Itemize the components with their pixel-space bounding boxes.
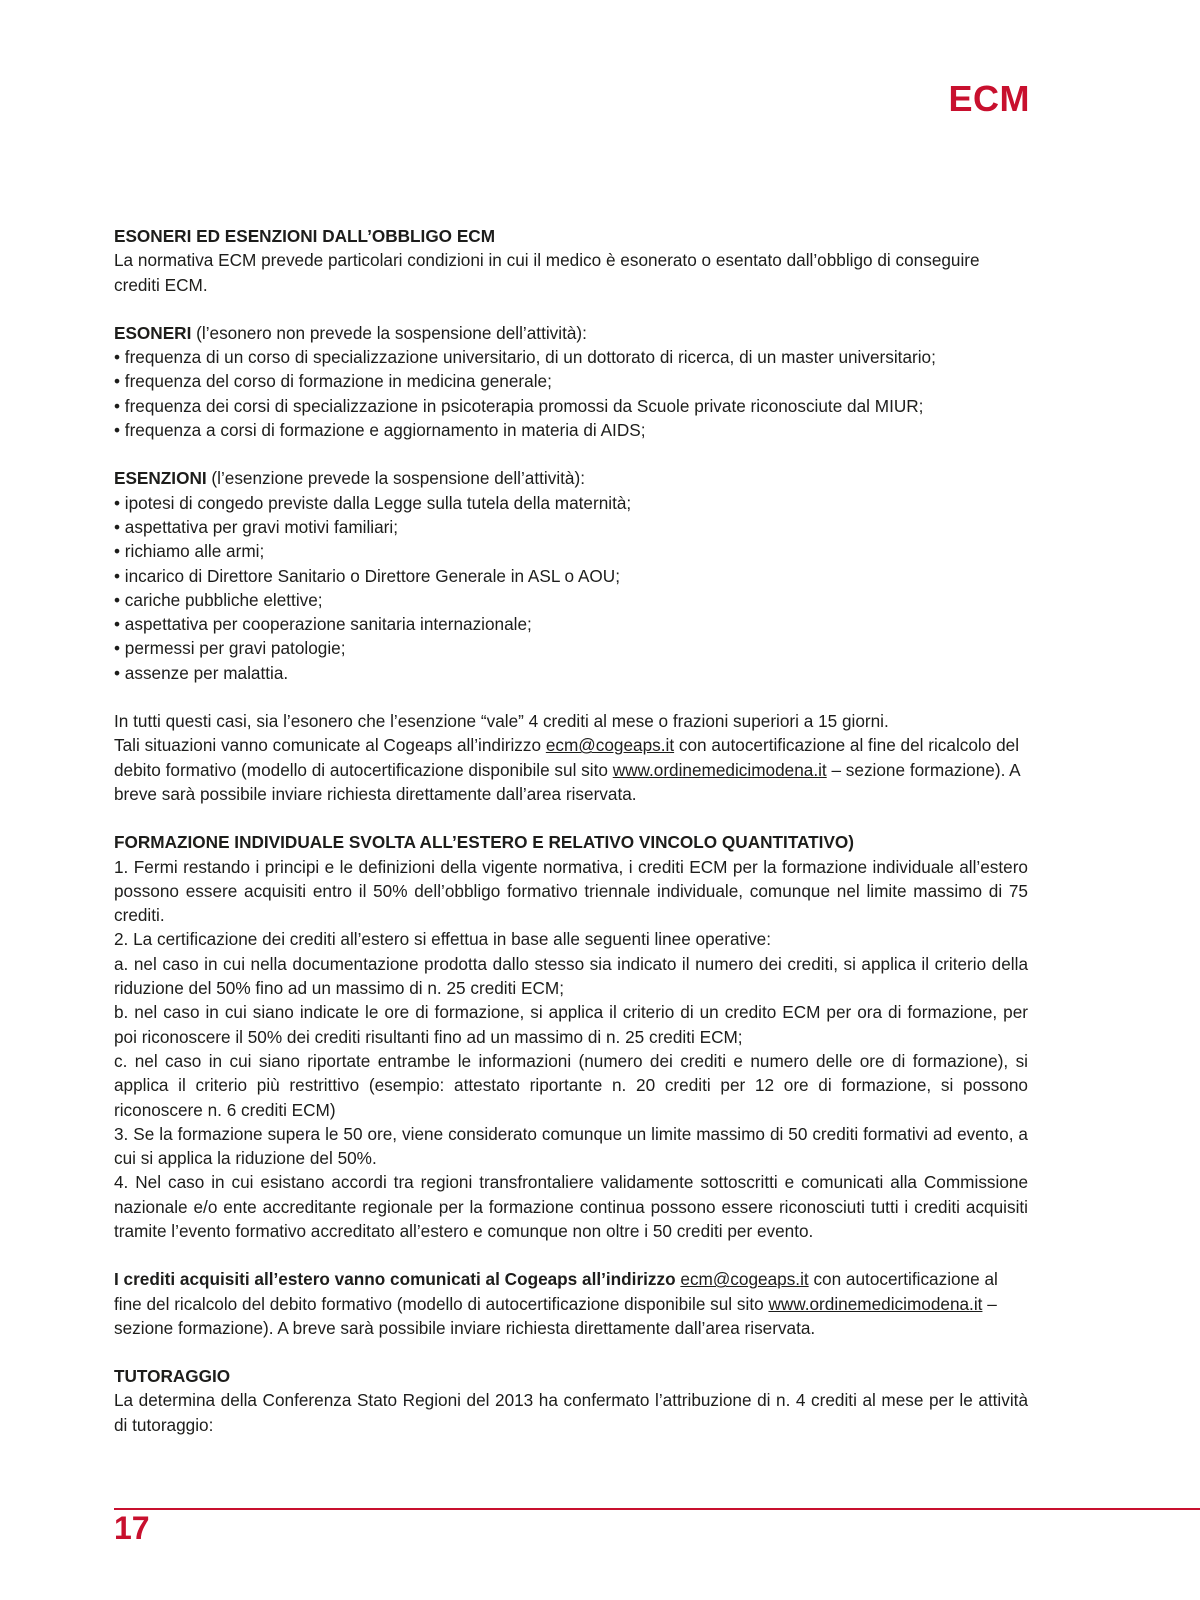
page-content [114, 224, 1028, 1437]
esoneri-item: • frequenza di un corso di specializzazione universitario, di un dottorato di ricerca, di un master universitario; [114, 347, 936, 368]
estero-paragraph: 4. Nel caso in cui esistano accordi tra regioni transfrontaliere validamente sottoscritti e comunicati alla Commissione nazionale e/o ente accreditante regionale per la formazione continua possono essere riconosciuti tutti i crediti acquisiti tramite l’evento formativo accreditato all’estero e comunque non oltre i 50 crediti per evento. [114, 1172, 1028, 1241]
casi-line: In tutti questi casi, sia l’esonero che l’esenzione “vale” 4 crediti al mese o frazioni superiori a 15 giorni. [114, 711, 889, 732]
tutoraggio-text: La determina della Conferenza Stato Regioni del 2013 ha confermato l’attribuzione di n. 4 crediti al mese per le attività di tutoraggio: [114, 1390, 1028, 1435]
esenzioni-item: • aspettativa per cooperazione sanitaria internazionale; [114, 614, 532, 635]
esenzioni-item: • assenze per malattia. [114, 662, 289, 683]
esoneri-item: • frequenza dei corsi di specializzazione in psicoterapia promossi da Scuole private riconosciute dal MIUR; [114, 395, 924, 416]
comunicazione-text: – sezione formazione). A breve sarà possibile inviare richiesta direttamente dall’area riservata. [114, 1293, 997, 1338]
esenzioni-note: (l’esenzione prevede la sospensione dell’attività): [206, 468, 585, 489]
esenzioni-item: • cariche pubbliche elettive; [114, 589, 323, 610]
comunicazione-text: con autocertificazione al fine del ricalcolo del debito formativo (modello di autocertificazione disponibile sul sito [114, 1269, 998, 1314]
casi-text: con autocertificazione al fine del ricalcolo del debito formativo (modello di autocertificazione disponibile sul sito [114, 735, 1020, 780]
estero-paragraph: a. nel caso in cui nella documentazione prodotta dallo stesso sia indicato il numero dei crediti, si applica il criterio della riduzione del 50% fino ad un massimo di n. 25 crediti ECM; [114, 953, 1028, 999]
spacer [114, 442, 1028, 466]
spacer [114, 806, 1028, 830]
section-intro: La normativa ECM prevede particolari condizioni in cui il medico è esonerato o esentato dall’obbligo di conseguire crediti ECM. [114, 250, 980, 295]
esenzioni-title [114, 466, 1028, 490]
estero-paragraph: 3. Se la formazione supera le 50 ore, viene considerato comunque un limite massimo di 50 crediti formativi ad evento, a cui si applica la riduzione del 50%. [114, 1123, 1028, 1169]
esoneri-note: (l’esonero non prevede la sospensione dell’attività): [191, 322, 587, 343]
page-number: 17 [114, 1510, 150, 1546]
email-link[interactable]: ecm@cogeaps.it [680, 1269, 809, 1290]
casi-text: Tali situazioni vanno comunicate al Cogeaps all’indirizzo [114, 735, 546, 756]
website-link[interactable]: www.ordinemedicimodena.it [768, 1293, 983, 1314]
esoneri-title [114, 321, 1028, 345]
section-heading-esoneri-esenzioni: ESONERI ED ESENZIONI DALL’OBBLIGO ECM [114, 226, 496, 246]
casi-text: – sezione formazione). A breve sarà possibile inviare richiesta direttamente dall’area riservata. [114, 759, 1020, 804]
esenzioni-item: • richiamo alle armi; [114, 541, 265, 562]
esoneri-item: • frequenza del corso di formazione in medicina generale; [114, 371, 552, 392]
website-link[interactable]: www.ordinemedicimodena.it [612, 759, 827, 780]
footer-rule [114, 1508, 1200, 1510]
comunicazione-bold: I crediti acquisiti all’estero vanno comunicati al Cogeaps all’indirizzo [114, 1269, 676, 1290]
spacer [114, 685, 1028, 709]
section-heading-estero: FORMAZIONE INDIVIDUALE SVOLTA ALL’ESTERO E RELATIVO VINCOLO QUANTITATIVO) [114, 832, 855, 853]
esoneri-item: • frequenza a corsi di formazione e aggiornamento in materia di AIDS; [114, 420, 646, 441]
spacer [114, 297, 1028, 321]
estero-paragraph: 1. Fermi restando i principi e le definizioni della vigente normativa, i crediti ECM per la formazione individuale all’estero possono essere acquisiti entro il 50% dell’obbligo formativo triennale individuale, comunque nel limite massimo di 75 crediti. [114, 856, 1028, 926]
spacer [114, 1340, 1028, 1364]
esenzioni-item: • aspettativa per gravi motivi familiari; [114, 516, 398, 537]
email-link[interactable]: ecm@cogeaps.it [545, 735, 675, 756]
esoneri-label: ESONERI [114, 322, 192, 343]
esenzioni-item: • permessi per gravi patologie; [114, 638, 346, 659]
esenzioni-label: ESENZIONI [114, 468, 207, 489]
estero-paragraph: b. nel caso in cui siano indicate le ore di formazione, si applica il criterio di un credito ECM per ora di formazione, per poi riconoscere il 50% dei crediti risultanti fino ad un massimo di n. 25 crediti ECM; [114, 1002, 1028, 1047]
estero-paragraph: c. nel caso in cui siano riportate entrambe le informazioni (numero dei crediti e numero delle ore di formazione), si applica il criterio più restrittivo (esempio: attestato riportante n. 20 crediti per 12 ore di formazione, si possono riconoscere n. 6 crediti ECM) [114, 1050, 1028, 1120]
estero-paragraph: 2. La certificazione dei crediti all’estero si effettua in base alle seguenti linee operative: [114, 929, 772, 950]
spacer [114, 1243, 1028, 1267]
comunicazione-paragraph [114, 1267, 1028, 1340]
casi-paragraph [114, 733, 1028, 806]
page-header-title: ECM [948, 78, 1030, 119]
esenzioni-item: • incarico di Direttore Sanitario o Direttore Generale in ASL o AOU; [114, 565, 620, 586]
section-heading-tutoraggio: TUTORAGGIO [114, 1366, 231, 1387]
esenzioni-item: • ipotesi di congedo previste dalla Legge sulla tutela della maternità; [114, 492, 632, 513]
